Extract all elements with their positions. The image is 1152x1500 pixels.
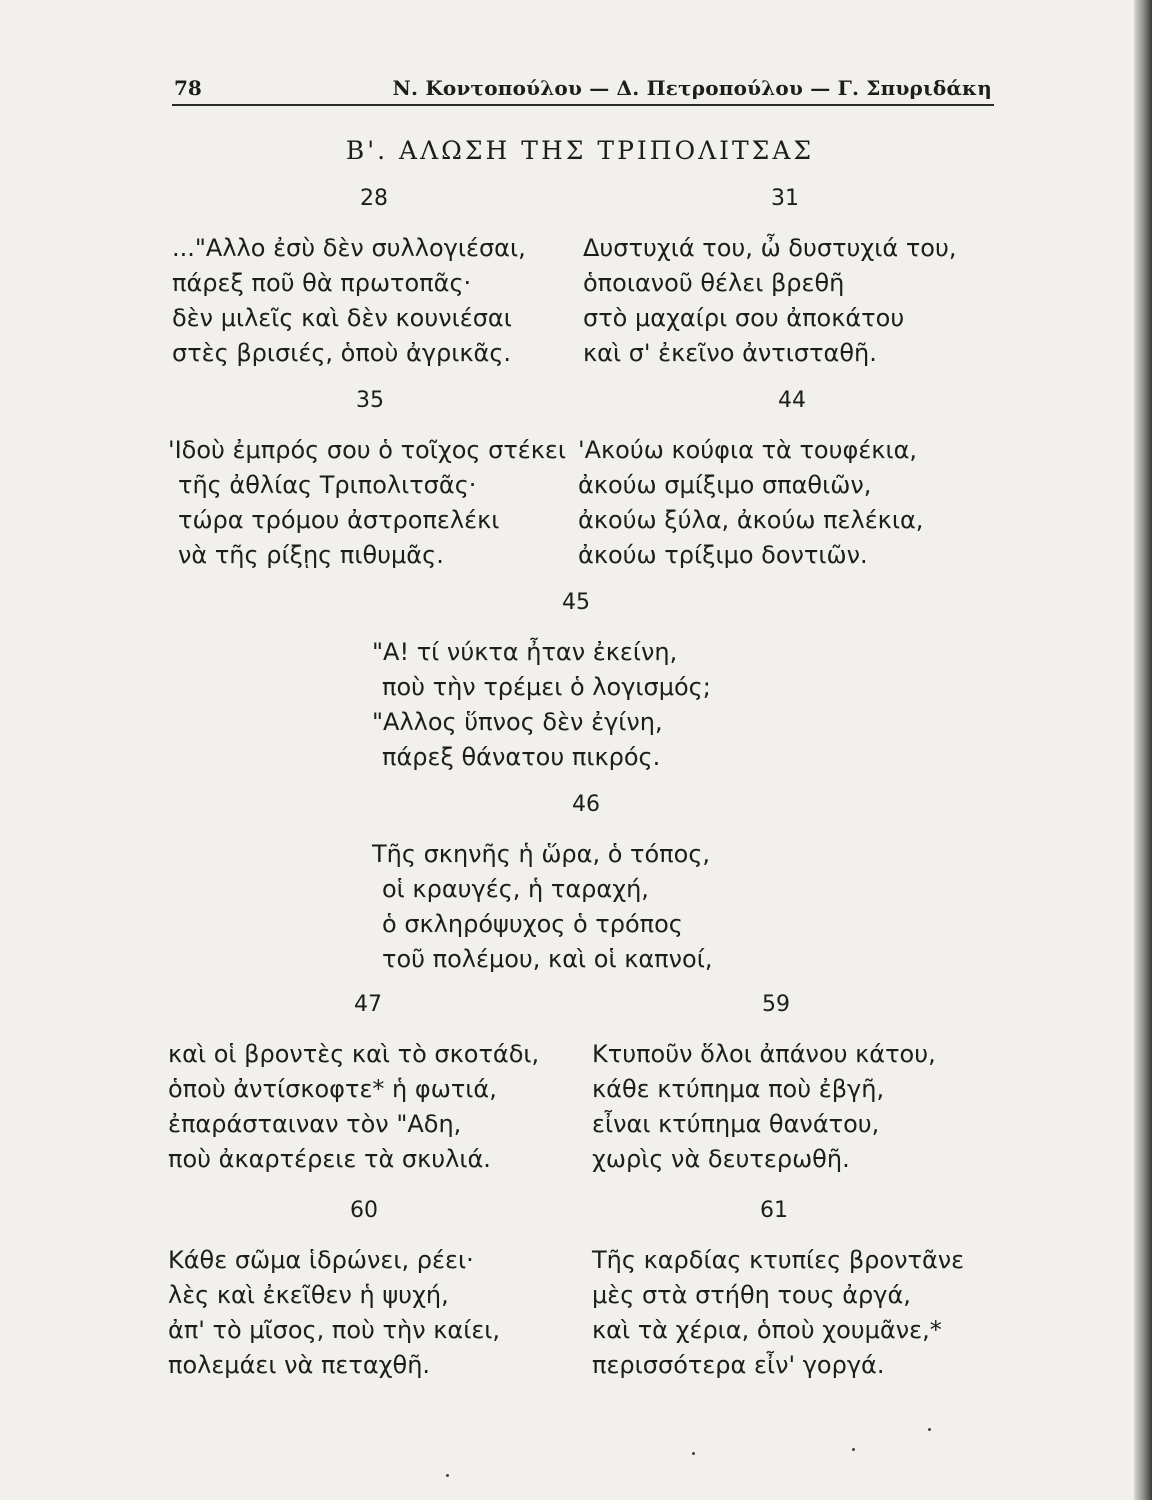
verse-line: χωρὶς νὰ δευτερωθῆ. — [592, 1145, 850, 1173]
stanza-61 — [592, 1198, 992, 1383]
stanza-number: 28 — [360, 186, 388, 211]
verse-line: ἀκούω σμίξιμο σπαθιῶν, — [578, 471, 872, 499]
stanza-number: 61 — [760, 1198, 788, 1223]
stanza-number: 35 — [356, 388, 384, 413]
stanza-28 — [172, 186, 572, 371]
verse-line: ..."Αλλο ἐσὺ δὲν συλλογιέσαι, — [172, 234, 526, 262]
verse-line: Δυστυχιά του, ὦ δυστυχιά του, — [583, 234, 957, 262]
scan-speck — [446, 1474, 449, 1477]
stanza-35 — [168, 388, 578, 573]
verse-line: ποὺ ἀκαρτέρειε τὰ σκυλιά. — [168, 1145, 491, 1173]
verse-line: νὰ τῆς ρίξῃς πιθυμᾶς. — [178, 541, 444, 569]
scan-speck — [692, 1452, 695, 1455]
stanza-60 — [168, 1198, 588, 1383]
verse-line: Τῆς καρδίας κτυπίες βροντᾶνε — [592, 1246, 965, 1274]
stanza-number: 31 — [771, 186, 799, 211]
verse-line: "Αλλος ὕπνος δὲν ἐγίνη, — [372, 708, 663, 736]
verse-line: ἀκούω τρίξιμο δοντιῶν. — [578, 541, 868, 569]
verse-line: τῆς ἀθλίας Τριπολιτσᾶς· — [178, 471, 477, 499]
section-title: Β'. ΑΛΩΣΗ ΤΗΣ ΤΡΙΠΟΛΙΤΣΑΣ — [345, 136, 815, 165]
stanza-31 — [583, 186, 983, 371]
verse-line: περισσότερα εἶν' γοργά. — [592, 1351, 885, 1379]
verse-line: στὲς βρισιές, ὁποὺ ἀγρικᾶς. — [172, 339, 512, 367]
scan-speck — [852, 1448, 855, 1451]
verse-line: λὲς καὶ ἐκεῖθεν ἡ ψυχή, — [168, 1281, 449, 1309]
verse-line: δὲν μιλεῖς καὶ δὲν κουνιέσαι — [172, 304, 512, 332]
verse-line: πάρεξ θάνατου πικρός. — [382, 743, 661, 771]
running-title: Ν. Κοντοπούλου — Δ. Πετροπούλου — Γ. Σπυριδάκη — [392, 76, 992, 100]
stanza-number: 45 — [562, 590, 590, 615]
stanza-number: 46 — [572, 792, 600, 817]
verse-line: ἀπ' τὸ μῖσος, ποὺ τὴν καίει, — [168, 1316, 501, 1344]
stanza-number: 44 — [778, 388, 806, 413]
stanza-59 — [592, 992, 992, 1177]
verse-line: πάρεξ ποῦ θὰ πρωτοπᾶς· — [172, 269, 472, 297]
verse-line: 'Ιδοὺ ἐμπρός σου ὁ τοῖχος στέκει — [168, 436, 566, 464]
page-header — [172, 74, 994, 106]
verse-line: ὁποιανοῦ θέλει βρεθῆ — [583, 269, 845, 297]
stanza-47 — [168, 992, 588, 1177]
verse-line: 'Ακούω κούφια τὰ τουφέκια, — [578, 436, 918, 464]
stanza-number: 60 — [350, 1198, 378, 1223]
stanza-46 — [372, 792, 792, 977]
verse-line: Κάθε σῶμα ἱδρώνει, ρέει· — [168, 1246, 474, 1274]
page-edge-shadow — [1134, 0, 1152, 1500]
verse-line: οἱ κραυγές, ἡ ταραχή, — [382, 875, 649, 903]
verse-line: στὸ μαχαίρι σου ἀποκάτου — [583, 304, 905, 332]
verse-line: μὲς στὰ στήθη τους ἀργά, — [592, 1281, 911, 1309]
verse-line: καὶ τὰ χέρια, ὁποὺ χουμᾶνε,* — [592, 1316, 942, 1344]
verse-line: τοῦ πολέμου, καὶ οἱ καπνοί, — [382, 945, 713, 973]
verse-line: εἶναι κτύπημα θανάτου, — [592, 1110, 880, 1138]
stanza-44 — [578, 388, 988, 573]
page-number: 78 — [174, 76, 202, 100]
stanza-number: 47 — [354, 992, 382, 1017]
verse-line: ποὺ τὴν τρέμει ὁ λογισμός; — [382, 673, 711, 701]
verse-line: ὁποὺ ἀντίσκοφτε* ἡ φωτιά, — [168, 1075, 497, 1103]
verse-line: πολεμάει νὰ πεταχθῆ. — [168, 1351, 431, 1379]
stanza-45 — [372, 590, 792, 775]
verse-line: καὶ οἱ βροντὲς καὶ τὸ σκοτάδι, — [168, 1040, 540, 1068]
verse-line: κάθε κτύπημα ποὺ ἐβγῆ, — [592, 1075, 885, 1103]
verse-line: ἀκούω ξύλα, ἀκούω πελέκια, — [578, 506, 924, 534]
verse-line: Κτυποῦν ὅλοι ἀπάνου κάτου, — [592, 1040, 936, 1068]
scan-speck — [928, 1428, 931, 1431]
verse-line: ἐπαράσταιναν τὸν "Αδη, — [168, 1110, 462, 1138]
verse-line: τώρα τρόμου ἀστροπελέκι — [178, 506, 500, 534]
verse-line: ὁ σκληρόψυχος ὁ τρόπος — [382, 910, 683, 938]
verse-line: Τῆς σκηνῆς ἡ ὥρα, ὁ τόπος, — [372, 840, 711, 868]
stanza-number: 59 — [762, 992, 790, 1017]
verse-line: καὶ σ' ἐκεῖνο ἀντισταθῆ. — [583, 339, 877, 367]
verse-line: "Α! τί νύκτα ἦταν ἐκείνη, — [372, 638, 678, 666]
